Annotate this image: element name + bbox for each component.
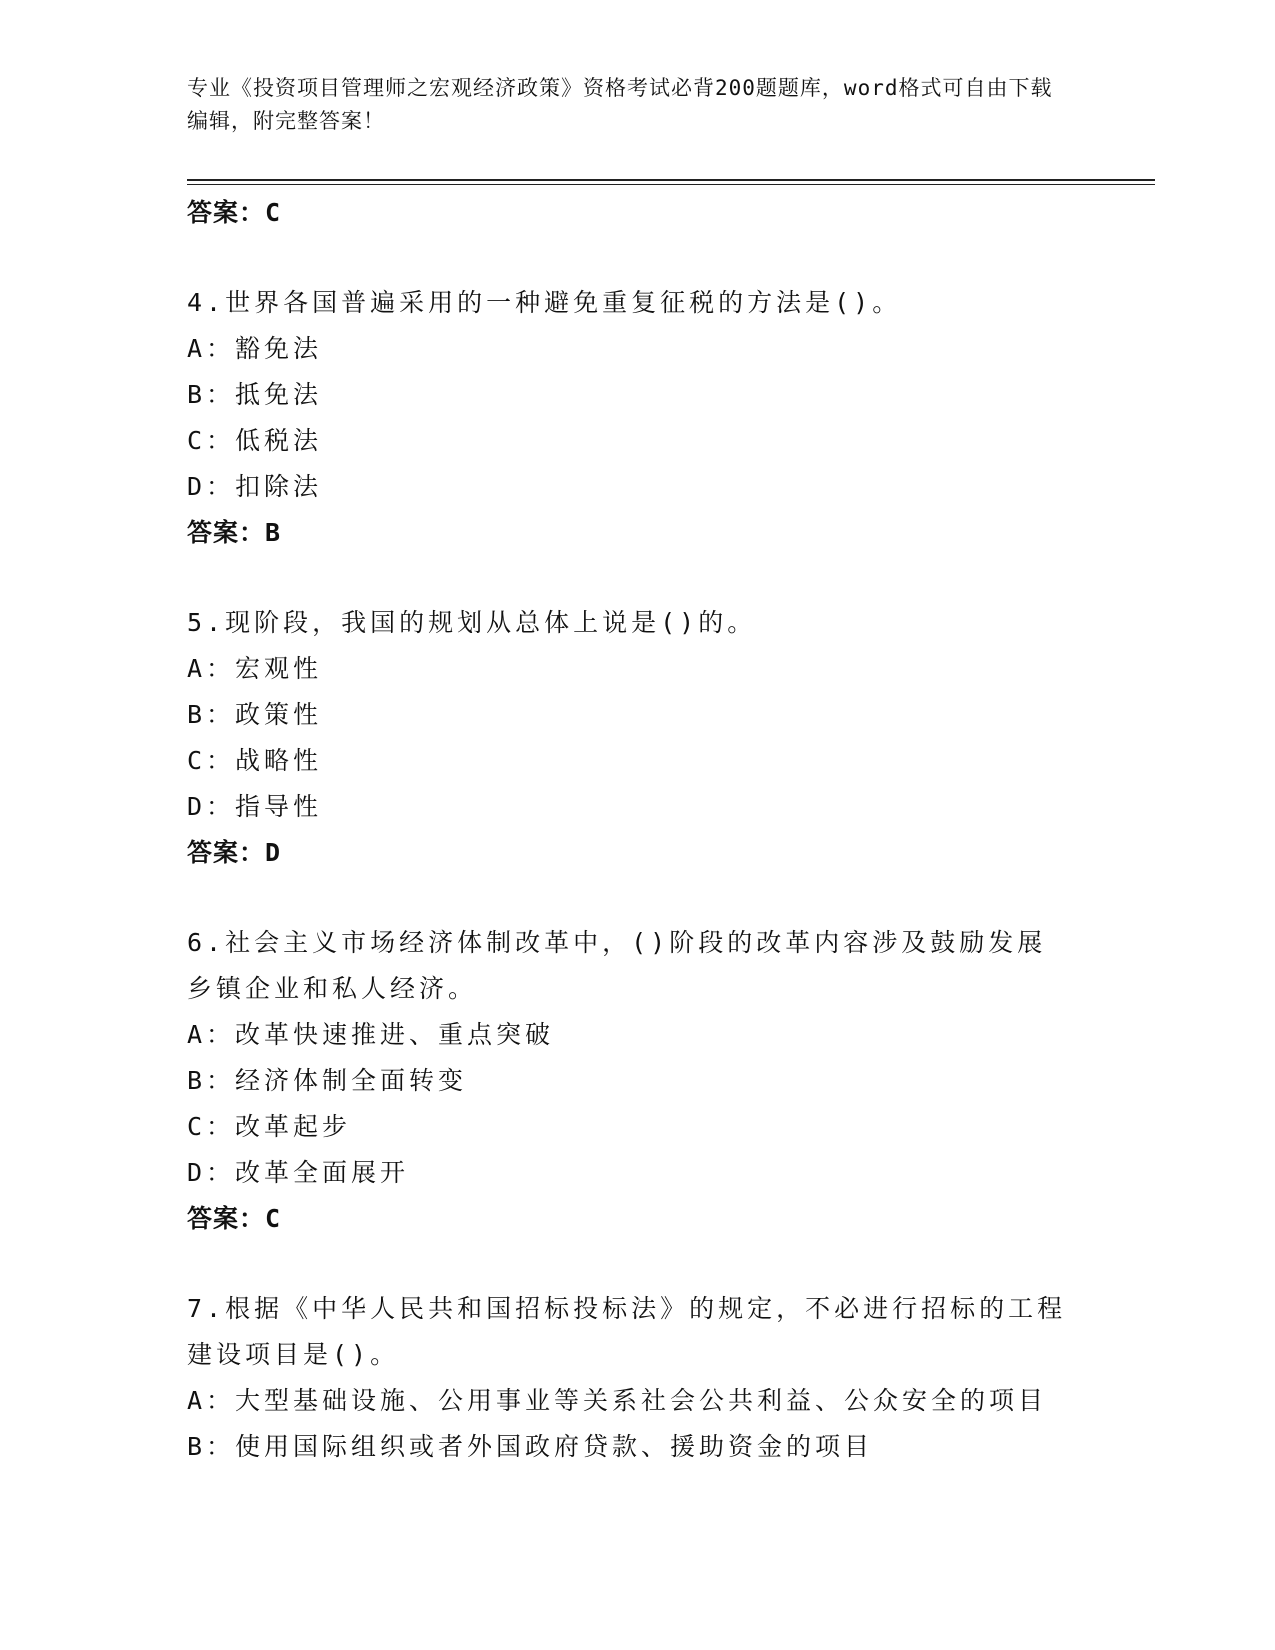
option-a: A：豁免法	[187, 334, 323, 363]
option-c: C：低税法	[187, 426, 323, 455]
question-block	[187, 280, 1087, 556]
option-b: B：经济体制全面转变	[187, 1066, 468, 1095]
question-stem: 7.根据《中华人民共和国招标投标法》的规定，不必进行招标的工程建设项目是()。	[187, 1294, 1067, 1369]
option-d: D：改革全面展开	[187, 1158, 410, 1187]
header-divider-thick	[187, 179, 1155, 181]
header-divider-thin	[187, 184, 1155, 185]
header-text: 专业《投资项目管理师之宏观经济政策》资格考试必背200题题库，word格式可自由下载编辑，附完整答案！	[187, 76, 1053, 133]
question-block	[187, 920, 1087, 1242]
option-c: C：改革起步	[187, 1112, 352, 1141]
question-list	[187, 190, 1087, 1470]
answer-line: 答案：C	[187, 1204, 282, 1233]
question-stem: 6.社会主义市场经济体制改革中，()阶段的改革内容涉及鼓励发展乡镇企业和私人经济。	[187, 928, 1047, 1003]
option-a: A：大型基础设施、公用事业等关系社会公共利益、公众安全的项目	[187, 1386, 1048, 1415]
answer-line: 答案：C	[187, 198, 282, 227]
answer-line: 答案：B	[187, 518, 282, 547]
question-stem: 5.现阶段，我国的规划从总体上说是()的。	[187, 608, 757, 637]
question-stem: 4.世界各国普遍采用的一种避免重复征税的方法是()。	[187, 288, 902, 317]
option-d: D：扣除法	[187, 472, 323, 501]
answer-line: 答案：D	[187, 838, 282, 867]
option-b: B：抵免法	[187, 380, 323, 409]
document-header	[187, 72, 1067, 138]
option-c: C：战略性	[187, 746, 323, 775]
option-b: B：使用国际组织或者外国政府贷款、援助资金的项目	[187, 1432, 874, 1461]
option-b: B：政策性	[187, 700, 323, 729]
option-d: D：指导性	[187, 792, 323, 821]
option-a: A：改革快速推进、重点突破	[187, 1020, 555, 1049]
question-block	[187, 1286, 1087, 1470]
option-a: A：宏观性	[187, 654, 323, 683]
question-block	[187, 600, 1087, 876]
